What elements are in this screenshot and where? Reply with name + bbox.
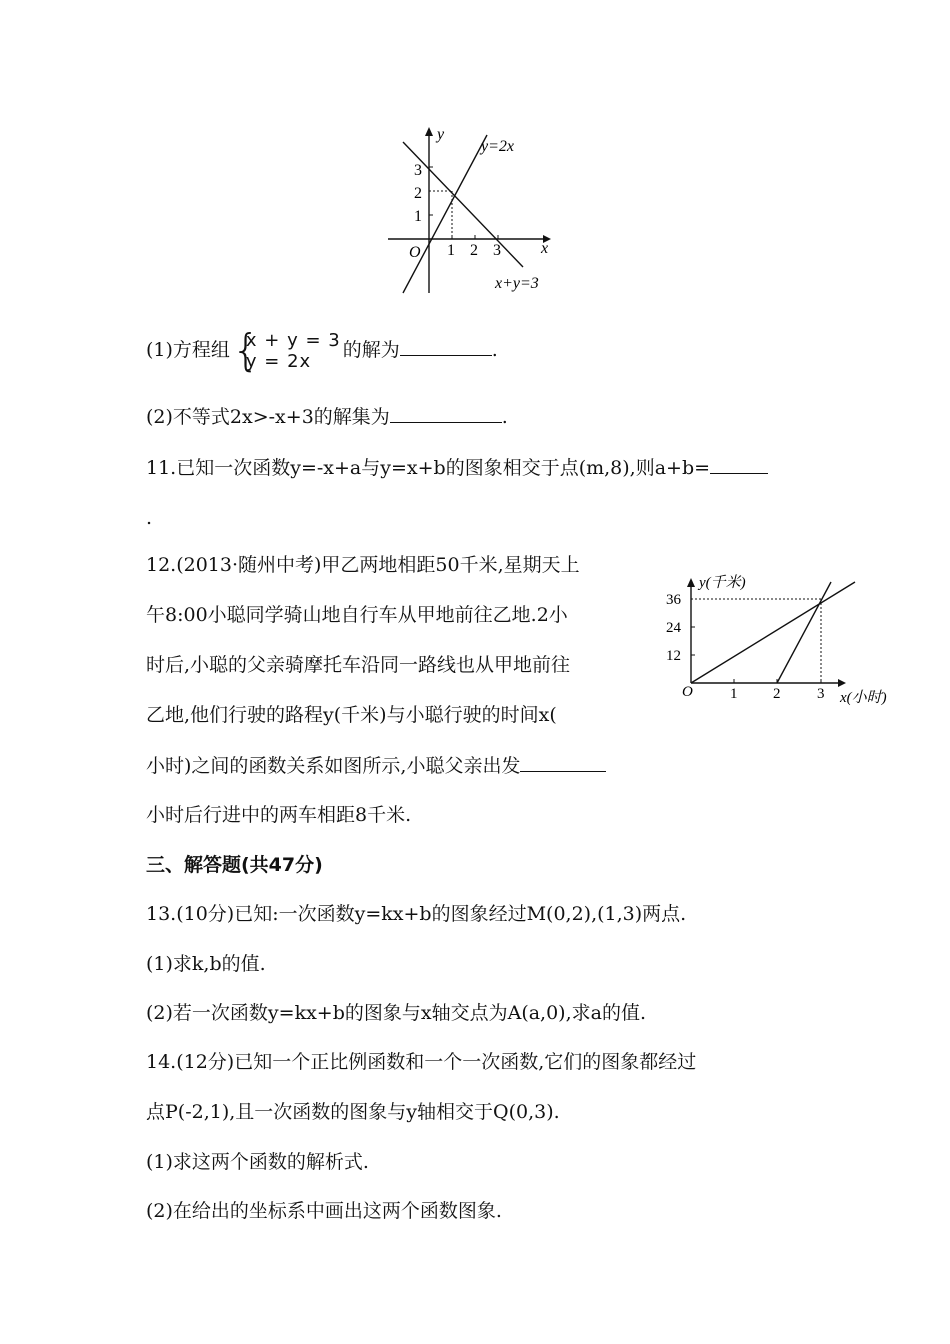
x-axis-arrow <box>838 679 846 687</box>
x-tick-1: 1 <box>730 686 738 702</box>
q13-line3: (2)若一次函数y=kx+b的图象与x轴交点为A(a,0),求a的值. <box>146 1002 647 1024</box>
q10-part1: (1)方程组 { x + y = 3 y = 2x 的解为 . <box>146 325 498 376</box>
x-tick-3: 3 <box>493 242 501 259</box>
q10-part1-prefix: (1)方程组 <box>146 339 230 361</box>
y-axis-label: y(千米) <box>699 575 746 591</box>
q10-part2: (2)不等式2x>-x+3的解集为 . <box>146 406 508 428</box>
q12-line2: 午8:00小聪同学骑山地自行车从甲地前往乙地.2小 <box>146 604 568 626</box>
figure-distance-time <box>662 572 912 712</box>
q14-line1: 14.(12分)已知一个正比例函数和一个一次函数,它们的图象都经过 <box>146 1051 697 1073</box>
q12-line1: 12.(2013·随州中考)甲乙两地相距50千米,星期天上 <box>146 554 580 576</box>
y-tick-2: 2 <box>414 185 422 202</box>
q10-part1-suffix: 的解为 <box>342 339 400 361</box>
y-axis-arrow <box>425 127 433 136</box>
origin-label: O <box>409 244 421 261</box>
equation-system: { x + y = 3 y = 2x <box>231 325 341 376</box>
y-tick-1: 1 <box>414 208 422 225</box>
y-tick-12: 12 <box>666 648 681 664</box>
answer-blank-q10-1[interactable] <box>400 337 492 356</box>
line-father <box>777 582 831 683</box>
label-y-2x: y=2x <box>481 138 514 155</box>
x-axis-label: x <box>541 240 549 257</box>
y-tick-24: 24 <box>666 620 681 636</box>
answer-blank-q11[interactable] <box>710 455 768 474</box>
q11: 11.已知一次函数y=-x+a与y=x+b的图象相交于点(m,8),则a+b= <box>146 455 768 480</box>
q11-end: . <box>146 507 153 529</box>
section-heading: 三、解答题(共47分) <box>146 854 323 876</box>
line-x-plus-y-3 <box>403 142 523 267</box>
label-x-plus-y-3: x+y=3 <box>495 275 539 292</box>
q12-line4: 乙地,他们行驶的路程y(千米)与小聪行驶的时间x( <box>146 704 557 726</box>
equation-1: x + y = 3 <box>245 330 341 351</box>
y-axis-arrow <box>687 578 695 587</box>
q14-line3: (1)求这两个函数的解析式. <box>146 1151 369 1173</box>
answer-blank-q12[interactable] <box>520 753 606 772</box>
q12-line3: 时后,小聪的父亲骑摩托车沿同一路线也从甲地前往 <box>146 654 571 676</box>
answer-blank-q10-2[interactable] <box>390 404 502 423</box>
origin-label: O <box>682 684 693 700</box>
y-tick-3: 3 <box>414 162 422 179</box>
figure-intersecting-lines <box>385 125 565 295</box>
x-tick-1: 1 <box>447 242 455 259</box>
q12-line6: 小时后行进中的两车相距8千米. <box>146 804 412 826</box>
q13-line1: 13.(10分)已知:一次函数y=kx+b的图象经过M(0,2),(1,3)两点. <box>146 903 687 925</box>
q12-line5: 小时)之间的函数关系如图所示,小聪父亲出发 <box>146 753 606 778</box>
q14-line2: 点P(-2,1),且一次函数的图象与y轴相交于Q(0,3). <box>146 1101 560 1123</box>
equation-2: y = 2x <box>245 351 312 372</box>
y-axis-label: y <box>437 126 445 143</box>
q14-line4: (2)在给出的坐标系中画出这两个函数图象. <box>146 1200 502 1222</box>
y-tick-36: 36 <box>666 592 681 608</box>
line-son <box>691 582 855 683</box>
x-tick-2: 2 <box>470 242 478 259</box>
x-axis-label: x(小时) <box>840 690 887 706</box>
x-tick-3: 3 <box>817 686 825 702</box>
q13-line2: (1)求k,b的值. <box>146 953 266 975</box>
x-tick-2: 2 <box>773 686 781 702</box>
